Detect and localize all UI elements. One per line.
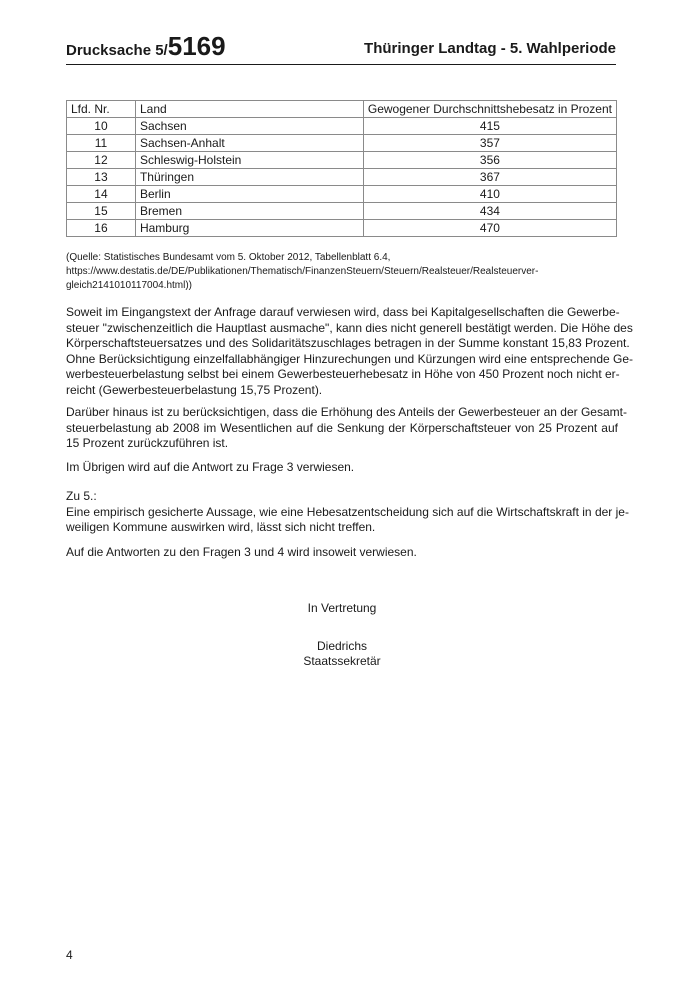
paragraph-reference-q3-q4 [66,545,618,561]
text-line: Soweit im Eingangstext der Anfrage darauf verwiesen wird, dass bei Kapitalgesellschaften die Gewerbe- [66,305,620,319]
table-row [67,152,617,169]
signature-representation: In Vertretung [307,601,377,615]
table-row [67,135,617,152]
row-rate: 434 [363,203,616,220]
row-rate: 357 [363,135,616,152]
table-row [67,118,617,135]
row-number: 10 [67,118,136,135]
page-header [66,30,616,65]
row-number: 13 [67,169,136,186]
column-header-state: Land [135,101,363,118]
text-line: Ohne Berücksichtigung einzelfallabhängiger Hinzurechungen und Kürzungen wird eine entsprechende Ge- [66,351,634,366]
signatory-title: Staatssekretär [303,654,381,669]
source-line: gleich2141010117004.html)) [66,280,193,291]
text-line: steuerbelastung ab 2008 im Wesentlichen auf die Senkung der Körperschaftsteuer von 25 Prozent auf [66,420,618,435]
text-line: Im Übrigen wird auf die Antwort zu Frage 3 verwiesen. [66,460,355,474]
row-rate: 367 [363,169,616,186]
row-rate: 470 [363,220,616,237]
paragraph-reference-q3 [66,460,618,476]
row-number: 14 [67,186,136,203]
text-line: weiligen Kommune auswirken wird, lässt sich nicht treffen. [66,520,376,535]
text-line: werbesteuerbelastung selbst bei einem Gewerbesteuerhebesatz in Höhe von 450 Prozent noch nicht er- [66,367,620,382]
text-line: 15 Prozent zurückzuführen ist. [66,436,229,451]
source-citation [66,251,618,293]
paragraph-corporate-tax [66,305,634,399]
document-number [66,33,226,59]
row-number: 12 [67,152,136,169]
row-state: Sachsen [135,118,363,135]
table-row [67,186,617,203]
tax-rate-table [66,100,617,237]
row-state: Sachsen-Anhalt [135,135,363,152]
column-header-rate: Gewogener Durchschnittshebesatz in Prozent [363,101,616,118]
page-number: 4 [66,948,73,962]
row-state: Hamburg [135,220,363,237]
source-line: (Quelle: Statistisches Bundesamt vom 5. Oktober 2012, Tabellenblatt 6.4, [66,252,391,263]
row-number: 16 [67,220,136,237]
row-rate: 410 [363,186,616,203]
document-label: Drucksache 5/ [66,42,168,59]
row-state: Thüringen [135,169,363,186]
text-line: Auf die Antworten zu den Fragen 3 und 4 wird insoweit verwiesen. [66,545,417,559]
text-line: Darüber hinaus ist zu berücksichtigen, dass die Erhöhung des Anteils der Gewerbesteuer an der Gesamt- [66,405,627,419]
paragraph-tax-share [66,405,627,452]
signature-block [66,601,618,670]
signatory-name: Diedrichs [316,638,367,653]
text-line: steuer "zwischenzeitlich die Hauptlast ausmache", kann dies nicht generell bestätigt werden. Die Höhe des [66,320,633,335]
document-number-value: 5169 [167,31,226,61]
row-number: 11 [67,135,136,152]
row-state: Bremen [135,203,363,220]
parliament-title: Thüringer Landtag - 5. Wahlperiode [364,40,616,57]
table-row [67,220,617,237]
row-state: Schleswig-Holstein [135,152,363,169]
column-header-number: Lfd. Nr. [67,101,136,118]
text-line: Körperschaftsteuersatzes und des Solidaritätszuschlages betragen in der Summe konstant 15,83 Prozent. [66,336,630,351]
row-rate: 356 [363,152,616,169]
text-line: Eine empirisch gesicherte Aussage, wie eine Hebesatzentscheidung sich auf die Wirtschaftskraft in der je- [66,504,629,519]
table-row [67,203,617,220]
table-row [67,169,617,186]
row-number: 15 [67,203,136,220]
row-rate: 415 [363,118,616,135]
row-state: Berlin [135,186,363,203]
table-header-row [67,101,617,118]
source-url: https://www.destatis.de/DE/Publikationen/Thematisch/FinanzenSteuern/Steuern/Realsteuer/Realsteuerver- [66,266,539,277]
paragraph-answer-5 [66,489,629,536]
text-line: reicht (Gewerbesteuerbelastung 15,75 Prozent). [66,382,323,397]
answer-heading: Zu 5.: [66,489,97,503]
